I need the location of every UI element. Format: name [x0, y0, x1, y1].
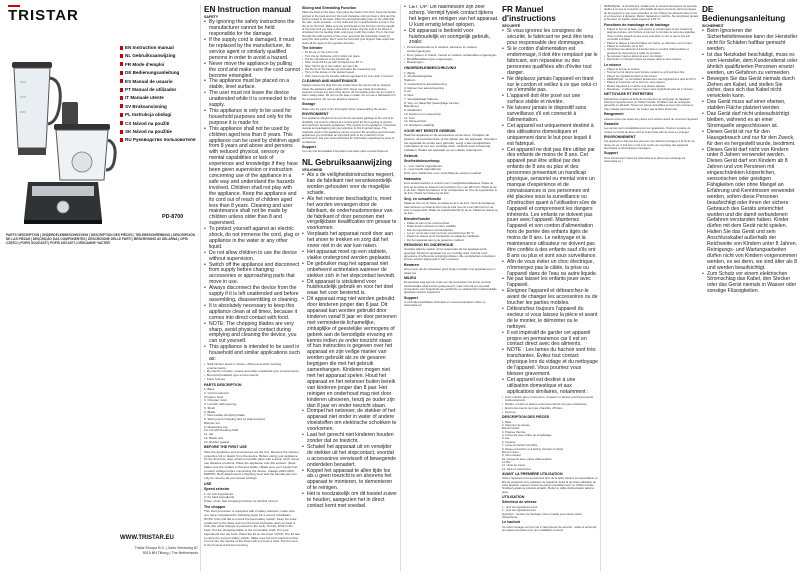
fr-storage-text: Assurez-vous que toutes les pièces sont sèches avant de remonter l'appareil.: [604, 117, 699, 121]
brand-logo: TRISTAR: [8, 7, 79, 24]
blender-step: • Note: Never use the blender without ingredients for more than 2 minutes.: [305, 75, 397, 78]
speed-item: Puls: kort, hakfunctie voor verschillende soorten voedsel: [404, 171, 482, 176]
safety-item: • Si le cordon d'alimentation est endommagé, il doit être remplacé par le fabricant, son réparateur ou des personnes qualifiées afin d'éviter tout danger.: [507, 47, 598, 77]
language-item: EN Instruction manual: [120, 44, 198, 52]
safety-item: • Als u de veiligheidsinstructies negeert, kan de fabrikant niet verantwoordelijk worden gehouden voor de mogelijke schade.: [307, 173, 397, 197]
nl-usage-list: [404, 46, 499, 65]
part-item: 6. Mes: [404, 93, 414, 97]
slicing-step: • Placez le couvercle sur le bol.: [607, 45, 699, 48]
safety-item: • Il est impératif de garder cet appareil propre en permanence car il est en contact direct avec des aliments.: [507, 331, 598, 349]
part-item: 5. Axe: [502, 437, 510, 441]
safety-item: • Cet appareil est uniquement destiné à des utilisations domestiques et uniquement dans le but pour lequel il est fabriqué.: [507, 124, 598, 148]
model-number: PD-8700: [162, 214, 184, 220]
part-item: 10. Couvercle avec entrée d'alimentation: [502, 457, 552, 461]
part-item: 1. Basis: [404, 70, 416, 75]
part-item: Blender set: [204, 420, 220, 425]
en-speed-heading: Speed selector: [204, 487, 230, 492]
fr-safety-list: [502, 29, 598, 395]
safety-item: • This appliance is intended to be used in household and similar applications such as:: [209, 345, 300, 363]
en-safety-heading: SAFETY: [204, 15, 219, 19]
safety-item: • Dit apparaat mag niet worden gebruikt door kinderen jonger dan 8 jaar. Dit apparaat kan worden gebruikt door kinderen vanaf 8 jaar en door personen met verminderde lichamelijke, zintuiglijke of geestelijke vermogens of gebrek aan de benodigde ervaring en kennis indien ze onder toezicht staan of hun instructies is gegeven over het apparaat en zijn veilige manier van worden gebruikt als ze de gevaren begrijpen die met het gebruik samenhangen. Kinderen mogen niet met het apparaat spelen. Houd het apparaat en het netsnoer buiten bereik van kinderen jonger dan 8 jaar. Het reinigen en onderhoud mag niet door kinderen uitvoeren, tenzij ze ouder zijn dan 8 jaar en onder toezicht staan.: [307, 297, 397, 409]
part-item: 8. Slicing and chopping disc (2 side function): [204, 417, 266, 422]
en-speed-list: [204, 493, 300, 504]
part-item: Bol du mixeur: [502, 450, 519, 454]
safety-item: • If the supply cord is damaged, it must be replaced by the manufacturer, its service agent or similarly qualified persons in order to avoid a hazard.: [209, 38, 300, 62]
safety-item: • Laat het gerecht niet kinderen houden zonder dat ze toezicht.: [307, 433, 397, 445]
nl-title-text: Gebruiksaanwijzing: [315, 157, 392, 167]
parts-description-codes: PARTS DESCRIPTION | ONDERDELENBESCHRIJVING | DESCRIPTION DES PIÈCES | TEILEBESCHREIBUNG | DESCRIPCIÓN DE LAS PIEZAS | DESCRIÇÃO DAS COMPONENTES | DESCRIZIONE DELLE PARTI | BESKRIVNING AV DELARNA | OPIS CZĘŚCI | POPIS SOUČÁSTÍ | POPIS SÚČASTÍ | ОПИСАНИЕ ЧАСТЕЙ: [6, 233, 195, 246]
safety-item: • Si vous ignorez les consignes de sécurité, le fabricant ne peut être tenu pour responsable des dommages.: [507, 29, 598, 47]
en-clean-text: Always remove the plug from the socket when the device will be cleaned. Clean the appliance with a damp cloth. Never use harsh and abrasive cleaners to clean any part of the device. All removable parts can be rinsed in warm soapy water. Do not put the base in water. Do not use a dishwasher for the accessories. Do not use abrasive cleaners.: [302, 84, 396, 101]
safety-item: • Dieses Gerät darf nicht von Kindern unter 8 Jahren verwendet werden. Dieses Gerät darf von Kindern ab 8 Jahren und von Personen mit eingeschränkten körperlichen, sensorischen oder geistigen Fähigkeiten oder ohne Mangel an Erfahrung und Kenntnissen verwendet werden, sofern diese Personen beaufsichtigt oder ihnen der sichere Gebrauch des Geräts unterrichtet wurden und die damit verbundenen Gefahren verstanden haben. Kinder dürfen mit dem Gerät nicht spielen. Halten Sie das Gerät und sein Anschlusskabel außerhalb der Reichweite von Kindern unter 8 Jahren. Reinigungs- und Wartungsarbeiten dürfen nicht von Kindern vorgenommen werden, es sei denn, sie sind älter als 8 und werden beaufsichtigt.: [707, 148, 798, 272]
language-item: SK Návod na použitie: [120, 128, 198, 136]
safety-item: • Ne pas laisser les enfants jouer avec l'appareil.: [507, 277, 598, 289]
fr-blender-list: [604, 68, 699, 91]
safety-item: • The user must not leave the device unattended while it is connected to the supply.: [209, 91, 300, 109]
de-lang-code: DE: [702, 5, 714, 14]
nl-clean-text: Verwijder altijd de stekker uit het stopcontact als het apparaat wordt gereinigd. Reinig het apparaat met een vochtige doek. Gebruik nooit agressieve of schurende reinigingsmiddelen. Alle verwijderbare onderdelen kunnen worden afgespoeld in warm zeepsop.: [404, 248, 496, 262]
nl-safety-list: [302, 173, 397, 510]
safety-item: • NOTE: The chopping blades are very sharp, avoid physical contact during emptying and cleaning the device, you can cut yourself.: [209, 322, 300, 346]
part-item: Bol du hachoir: [502, 427, 520, 431]
safety-item: • Éteignez l'appareil et débranchez-le avant de changer les accessoires ou de toucher les parties mobiles.: [507, 289, 598, 307]
en-usage-list: [204, 363, 300, 382]
usage-item: • Staff kitchen areas in shops, offices and other working environments;: [207, 363, 300, 371]
nl-blender-list: [404, 222, 499, 242]
fr-safety-heading: SÉCURITÉ: [502, 24, 521, 28]
fr-env-text: Cet appareil ne doit pas être jeté avec les déchets ménagers à la fin de sa durée de vie. Il doit être remis à un centre de recyclage des appareils électriques et électroniques ménagers.: [604, 140, 695, 151]
usage-item: • Boerderijen.: [407, 61, 499, 65]
nl-title: [302, 158, 397, 167]
fr-parts-list: [502, 421, 598, 471]
blender-step: • Put the lid on the blender jar and place the measuring cup.: [305, 68, 397, 71]
en-slicing-text: Place the bowl on the base, then place the shaft in the bowl. Keep the handle pointed to the back and turn the bowl clockwise until you hear a click and the bowl is locked to the base. Place the slicing/shredding disc on the shaft with the side - knife upwards - on the shaft and turn it anticlockwise to lock it. Put the lid on the bowl. Make sure the arrowhead on the lid turns into the handle of the bowl until you hear a click and is locked. Put the food to be sliced or shredded into the feeding shaft, and press it with the pusher. Put in the food through the refill opening of the cover, and push the food down slowly by using the food pusher. Don't push the food with your fingers! Take apart and clean all the steps in the opposite direction.: [302, 11, 397, 45]
safety-item: • Bewegen Sie das Gerät niemals durch Ziehen am Kabel, und stellen Sie sicher, dass sich das Kabel nicht verwickeln kann.: [707, 77, 798, 101]
usage-item: • Bed&Breakfast-type omgevingen;: [407, 58, 499, 62]
safety-item: • Koppel het apparaat te allen tijde los als u geen toezicht is en alvorens het apparaat te monteren, te demonteren of te reinigen.: [307, 469, 397, 493]
en-parts-list: [204, 388, 300, 444]
fr-slicing-heading: Fonctions de tranchage et de hachage: [604, 22, 670, 27]
speed-item: 1 : pour les ingrédients mous: [502, 505, 538, 509]
safety-item: • Zum Schutz vor einem elektrischen Stromschlag das Kabel, den Stecker oder das Gerät niemals in Wasser oder sonstige Flüssigkeiten.: [707, 272, 798, 296]
part-item: 1. Base: [502, 420, 512, 424]
speed-item: Impulsion : fonction de hachage court et rapide pour toutes sortes d'ingrédients: [502, 512, 582, 519]
safety-item: • Verplaats het apparaat nooit door aan het snoer te trekken en zorg dat het snoer niet in de war kan raken.: [307, 232, 397, 250]
en-clean-heading: CLEANING AND MAINTENANCE: [302, 79, 357, 83]
en-support-text: You can find all available information and spare parts at www.tristar.eu!: [302, 150, 389, 154]
fr-clean-text: Débranchez toujours la fiche de la prise lors du nettoyage de l'appareil. Nettoyez l'appareil avec un chiffon humide. N'utilisez pas de nettoyants agressifs ou abrasifs. Toutes les pièces amovibles peuvent être rincées à l'eau chaude savonneuse. Ne mettez pas la base dans l'eau.: [604, 97, 693, 111]
safety-item: • Als het netsnoer beschadigd is, moet het worden vervangen door de fabrikant, de onderhoudsmonteur van de fabrikant of door personen met vergelijkbare kwalificaties om gevaar te voorkomen.: [307, 197, 397, 232]
blender-step: • Tournez le bol dans le sens horaire jusqu'à ce qu'il soit bien fixé.: [607, 71, 699, 74]
english-manual-page: [200, 0, 400, 575]
fr-guarantee-text: Les termes sont consultables pour les réparations. Tournez la partie du moteur ou l'unité de lame sous le l'eau froide afin de vous en protéger.: [604, 127, 691, 134]
blender-step: • Remarque : n'utilisez pas le mixeur sans ingrédients plus de 2 minutes.: [607, 88, 699, 91]
en-title-text: Instruction manual: [217, 5, 291, 14]
en-first-use-heading: BEFORE THE FIRST USE: [204, 445, 247, 450]
en-first-use-text: Take the appliance and accessories out the box. Remove the stickers, protective foil or plastic from the device. Before using your appliance for the first time, wipe off all removable parts with a damp cloth. Never use abrasive products. Place the appliance onto the surface. (Note: Make sure the surface is flat and stable.) Make sure your supply has a mains voltage before connecting the device. Voltage 220V-240V, 50/60Hz. Both attachments (chopping bowl and the blender jar) can only be used to all your speed settings.: [204, 449, 300, 481]
de-title-text: Bedienungsanleitung: [702, 14, 786, 23]
fr-speed-list: [502, 506, 598, 519]
nl-speed-list: [404, 165, 499, 176]
fr-column-cont: [604, 5, 699, 571]
slicing-step: • Introduisez les aliments à trancher dans le conduit d'alimentation et poussez-les doucement à l'aide du poussoir.: [607, 48, 699, 55]
part-item: 7. Verwijderbaar hakmes: [404, 96, 439, 101]
en-lang-code: EN: [204, 5, 216, 14]
de-safety-heading: SICHERHEIT: [702, 24, 724, 28]
slicing-step: • Ne poussez pas les aliments avec vos doigts !: [607, 55, 699, 58]
part-item: Hakkom: [404, 78, 416, 82]
usage-item: • By clients in hotels, motels and other residential type environments;: [207, 370, 300, 374]
safety-item: • Cet appareil est destiné à une utilisation domestique et aux applications similaires, notamment :: [507, 378, 598, 396]
nl-first-use-heading: VOOR HET EERSTE GEBRUIK: [404, 128, 456, 133]
fr-chopper-note: REMARQUE : le bol doit être installé pour le second interrupteur de sécurité. Veillez à ce que le couvercle soit installé de façon à tourner dans la poignée du bol jusqu'à ce que vous entendiez un clic. Placez les aliments dans le bol et commencez à préparer. Mettez l'appareil en marche. Ne remplissez jamais le bol avec un liquide chaud supérieur à 80 °C.: [604, 5, 699, 22]
fr-env-heading: ENVIRONNEMENT: [604, 135, 636, 139]
part-item: 3. Poignée d'entrée: [502, 430, 526, 434]
part-item: 4. Couvercle avec orifice de remplissage: [502, 434, 552, 438]
nl-parts-list: [404, 72, 499, 128]
fr-chopper-heading: Le hachoir: [502, 520, 521, 525]
fr-title: [502, 5, 598, 23]
dutch-manual-page: [400, 0, 600, 575]
safety-item: • This appliance shall not be used by children aged less than 8 years. This appliance can be used by children aged from 8 years and above and persons with reduced physical, sensory or mental capabilities or lack of experience and knowledge if they have been given supervision or instruction concerning use of the appliance in a safe way and understand the hazards involved. Children shall not play with the appliance. Keep the appliance and its cord out of reach of children aged less than 8 years. Cleaning and user maintenance shall not be made by children unless older than 8 and supervised.: [209, 127, 300, 227]
nl-column: [404, 5, 499, 571]
safety-item: • Never move the appliance by pulling the cord and make sure the cord cannot become entangled.: [209, 62, 300, 80]
fr-lang-code: FR: [502, 5, 513, 14]
part-item: 4. Lid with refill opening: [204, 402, 237, 407]
usage-item: • Hôtels, motels et autres environnements de type résidentiel ;: [505, 403, 598, 407]
speed-item: 2 : pour les ingrédients durs: [502, 509, 536, 513]
speed-item: 1: for soft ingredients: [204, 491, 233, 496]
fr-first-use-heading: AVANT LA PREMIÈRE UTILISATION: [502, 471, 563, 476]
part-item: 5. As: [404, 89, 411, 94]
part-item: 3. Gedeelteloze aanvulopening: [404, 81, 447, 86]
blender-step: • Let op: vul de kan nooit met hete vloeistof boven 80 °C.: [407, 232, 499, 235]
blender-step: • REMARQUE : ne remplissez jamais avec des ingrédients à plus de 80°C.: [607, 78, 699, 81]
safety-item: • To protect yourself against an electric shock, do not immerse the cord, plug or appliance in the water or any other liquid.: [209, 227, 300, 251]
usage-item: • Farm houses.: [207, 378, 300, 382]
safety-item: • De gebruiker mag het apparaat niet onbeheerd achterlaten wanneer de stekker zich in het stopcontact bevindt.: [307, 262, 397, 280]
speed-item: 1 - voor zachte ingrediënten: [404, 163, 443, 168]
speed-item: 2 - voor harde ingrediënten: [404, 167, 442, 172]
usage-item: • Coin cuisine des commerces, bureaux et autres environnements professionnels ;: [505, 396, 598, 404]
fr-column: [502, 5, 598, 571]
blender-step: • Turn on the device on the desired speed.: [305, 71, 397, 74]
company-address: [128, 546, 198, 556]
en-column-2: [302, 5, 397, 571]
blender-step: • Note: Never fill the jar with hot liquid over 80 °C.: [305, 61, 397, 64]
nl-parts-heading: ONDERDELENBESCHRIJVING: [404, 66, 457, 71]
fr-blender-heading: Le mixeur: [604, 62, 621, 67]
fr-support-heading: Support: [604, 151, 618, 156]
en-chopper-text: This food processor is equipped with 2 safety switches; make sure you have completed the following steps for a correct installation. NOTE: First fold flat to unlock the feed safety switch. Keep the bowl positioned to the base and turn the bowl clockwise until you hear a click (the white triangle is pointed to the lock). Put the shaft in the bowl. Put the chopping blade or the removable shaft. Put your ingredients into the bowl. Place the lid on the bowl. NOTE: The lid has to close the second safety switch. Make sure the lid is placed so that it turns into the handle of the bowl until you hear a click. Put the food in the bowl and start processing.: [204, 509, 300, 547]
language-item: CS Návod na použití: [120, 120, 198, 128]
nl-blender-heading: Blender/functie: [404, 216, 431, 221]
part-item: 2. Snelheidsregelaar: [404, 74, 433, 79]
fr-first-use-text: Sortez l'appareil et les accessoires hors de la boîte. Retirez les autocollants, le film de protection ou le plastique de l'appareil. Avant la première utilisation de votre appareil, essuyez toutes les pièces amovibles avec un chiffon humide. N'utilisez jamais de produits abrasifs. Mettez le câble d'alimentation dans la prise.: [502, 477, 598, 494]
nl-chopper-text: Deze keukenmachine is voorzien van 2 veiligheidsschakelaars. Plaats de kom op de basis en draai de kom rechtsom tot u een klik hoort. Plaats de as in de kom. Plaats het hakmes of de verwijderbare as. Doe de ingrediënten in de kom. Plaats het deksel op de kom.: [404, 182, 498, 196]
part-item: 11. Bol: [502, 460, 511, 464]
part-item: 9. Maatbeker: [404, 108, 423, 112]
blender-step: • Plaats het deksel op de blenderkan en plaats de maatbeker.: [407, 235, 499, 238]
language-item: PT Manual de utilizador: [120, 86, 198, 94]
safety-item: • This appliance is only to be used for household purposes and only for the purpose it is made for.: [209, 109, 300, 127]
nl-env-text: Dit apparaat mag aan het einde van zijn levensduur niet bij het normale huishoudelijke afval worden gedeponeerd, maar moet bij een speciaal inzamelpunt voor hergebruik van elektrische en elektronische huishoudelijke apparaten worden ingeleverd.: [404, 281, 497, 295]
part-item: 2. Control selector: [204, 390, 230, 395]
part-item: 3. Chopper bowl: [204, 398, 227, 403]
nl-storage-heading: Bewaren: [404, 262, 419, 267]
safety-item: • Débranchez toujours l'appareil du secteur si vous laissez la pièce et avant de le monter, le démonter ou le nettoyer.: [507, 307, 598, 331]
safety-item: • Schakel het apparaat uit en verwijder de stekker uit het stopcontact, voordat u accessoires verwisselt of bewegende onderdelen benadert.: [307, 445, 397, 469]
en-safety-list: [204, 20, 300, 363]
safety-item: • Always disconnect the device from the supply if it is left unattended and before assembling, disassembling or cleaning.: [209, 286, 300, 304]
blender-step: • Zet het apparaat aan op de gewenste snelheid.: [407, 239, 499, 242]
safety-item: • Dit apparaat is uitsluitend voor huishoudelijk gebruik en voor het doel waar het voor bestemd is.: [307, 280, 397, 298]
safety-item: • NOTE : Les lames du hachoir sont très tranchantes. Évitez tout contact physique lors du vidage et du nettoyage de l'appareil. Vous pourriez vous blesser gravement.: [507, 348, 598, 378]
de-title: [702, 5, 798, 23]
usage-item: • Environnements de type chambre d'hôtes ;: [505, 407, 598, 411]
language-item: RU Руководство пользователя: [120, 136, 198, 144]
part-item: 7. Lame du hachoir amovible: [502, 444, 538, 448]
nl-lang-code: NL: [302, 157, 313, 167]
safety-item: • LET OP: De hakmessen zijn zeer scherp. Vermijd fysiek contact tijdens het legen en reinigen van het apparaat. U kunt ernstig letsel oplopen.: [409, 5, 499, 29]
safety-item: • It is absolutely necessary to keep this appliance clean at all times, because it comes into direct contact with food.: [209, 304, 300, 322]
en-column-1: [204, 5, 300, 571]
safety-item: • L'appareil doit être posé sur une surface stable et nivelée.: [507, 94, 598, 106]
slicing-step: • Démontez et nettoyez toutes les étapes dans le sens inverse.: [607, 58, 699, 61]
french-german-manual-page: [600, 0, 802, 575]
blender-step: • Plaats de kan op de motoreenheid.: [407, 222, 499, 225]
website: WWW.TRISTAR.EU: [120, 535, 174, 541]
safety-item: • Dieses Gerät ist nur für den Hausgebrauch und nur für den Zweck, für den es hergestellt wurde, bestimmt.: [707, 130, 798, 148]
address-line: 5015 BH Tilburg | The Netherlands: [142, 550, 198, 555]
slicing-step: • Placez le bol sur la base, puis placez le conduit dans le bol. Gardez la poignée pointée vers l'arrière et tournez le bol dans le sens des aiguilles d'une montre jusqu'à ce que vous entendiez un clic et que le bol soit verrouillé à la base.: [607, 28, 699, 41]
en-use-heading: USE: [204, 481, 212, 486]
nl-safety-list-cont: [404, 5, 499, 46]
en-storage-text: Make sure the parts to dry thoroughly before reassembling the device.: [302, 107, 388, 111]
part-item: 8. Disque à trancher et à hacher (fonction 2 côtés): [502, 447, 564, 451]
fr-speed-heading: Sélecteur de vitesse: [502, 500, 537, 505]
fr-storage-heading: Rangement: [604, 112, 624, 117]
fr-usage-list: [502, 396, 598, 415]
safety-item: • Dompel het netsnoer, de stekker of het apparaat niet onder in water of andere vloeistoffen om elektrische schokken te voorkomen.: [307, 409, 397, 433]
language-item: IT Manuale utente: [120, 94, 198, 102]
usage-item: • Bed and breakfast type environments;: [207, 374, 300, 378]
fr-clean-heading: NETTOYAGE ET ENTRETIEN: [604, 92, 653, 97]
language-item: PL Instrukcja obsługi: [120, 111, 198, 119]
en-chopper-heading: The chopper: [204, 504, 226, 509]
slicing-step: • Placez le disque à trancher/râper sur l'arbre, le côté lame vers le haut.: [607, 42, 699, 45]
safety-item: • Het apparaat moet op een stabiele, vlakke ondergrond worden geplaatst.: [307, 250, 397, 262]
nl-env-heading: MILIEU: [404, 275, 417, 280]
part-item: 10. Deksel met vulopening: [404, 111, 441, 116]
de-column: [702, 5, 798, 571]
language-item: FR Mode d'emploi: [120, 61, 198, 69]
safety-item: • Het is noodzakelijk om dit toestel zuiver te houden, aangezien het in direct contact komt met voedsel.: [307, 492, 397, 510]
blender-step: • Placez le bol sur le moteur.: [607, 68, 699, 71]
speed-item: 2: for hard ingredients: [204, 495, 235, 500]
safety-item: • Dit apparaat is bedoeld voor huishoudelijk en soortgelijk gebruik, zoals:: [409, 29, 499, 47]
part-item: 1. Base: [204, 387, 215, 392]
blender-step: • Draai de kan rechtsom tot deze vastklikt.: [407, 225, 499, 228]
safety-item: • By ignoring the safety instructions the manufacturer cannot be held responsible for the damage.: [209, 20, 300, 38]
language-index: [120, 44, 198, 145]
blender-step: • Turn the jar clockwise until it clicks into place.: [305, 55, 397, 58]
part-item: 11. Kan: [404, 115, 415, 120]
part-item: 10. Lid with feeding shaft: [204, 428, 239, 433]
part-item: 13. Joint en caoutchouc: [502, 467, 532, 471]
nl-support-heading: Support: [404, 295, 418, 300]
nl-safety-heading: VEILIGHEID: [302, 167, 323, 172]
safety-item: • Ist das Netzkabel beschädigt, muss es vom Hersteller, dem Kundendienst oder ähnlich qualifizierten Personen ersetzt werden, um Gefahren zu vermeiden.: [707, 53, 798, 77]
en-env-heading: ENVIRONMENT: [302, 111, 329, 116]
part-item: Blenderset: [404, 104, 419, 109]
en-support-heading: Support: [302, 145, 316, 150]
part-item: 12. Unité de coupe: [502, 464, 526, 468]
part-item: 2. Sélecteur de vitesse: [502, 424, 530, 428]
en-blender-heading: The blender: [302, 45, 323, 50]
safety-item: • Do not allow children to use the device without supervision.: [209, 251, 300, 263]
nl-slicing-text: Plaats de kom op de basis, en plaats de as in de kom. Houd de handgreep naar achteren en draai de kom met de klok mee tot u een klik hoort en de kom is vergrendeld. Plaats de snij/schaafschijf op de as. Plaats het deksel op de kom.: [404, 202, 498, 216]
language-item: DE Bedienungsanleitung: [120, 69, 198, 77]
usage-item: • Door gasten in hotels, motels en andere residentiële omgevingen;: [407, 54, 499, 58]
safety-item: • Beim Ignorieren der Sicherheitshinweise kann der Hersteller nicht für Schäden haftbar gemacht werden.: [707, 29, 798, 53]
food-processor-illustration: [6, 52, 118, 230]
part-item: 13. Rubberen pakking: [404, 123, 435, 127]
fr-use-heading: UTILISATION: [502, 495, 525, 500]
speed-item: Pulse: short, fast chopping function for all kind of food: [204, 499, 278, 504]
part-item: 6. Blade: [204, 409, 216, 414]
part-item: 12. Meseenheid: [404, 119, 427, 124]
en-parts-heading: PARTS DESCRIPTION: [204, 382, 242, 387]
nl-chopper-heading: Hakmolen: [404, 176, 422, 181]
part-item: 5. Shaft: [204, 405, 215, 410]
nl-storage-text: Zorg ervoor dat de onderdelen goed drogen voordat u het apparaat weer in elkaar zet.: [404, 268, 496, 275]
safety-item: • Switch off the appliance and disconnect from supply before changing accessories or approaching parts that move in use.: [209, 263, 300, 287]
fr-title-text: Manuel d'instructions: [502, 5, 556, 23]
blender-step: • Placez le couvercle sur le bol et le verre doseur.: [607, 81, 699, 84]
part-item: 13. Rubber gasket: [204, 439, 230, 444]
en-env-text: This appliance should not be put into the domestic garbage at the end of its durability, but must be offered at a central point for the recycling of electric and electronic domestic appliances. This symbol on the appliance, instruction manual and packaging puts your attention to this important issue. The materials used in this appliance can be recycled. By recycling used domestic appliances you contribute an important push to the protection of our environment. Ask your local authorities for information regarding the point of recollection.: [302, 117, 396, 144]
language-item: SV Bruksanvisning: [120, 103, 198, 111]
part-item: 7. Removable chopping blade: [204, 413, 245, 418]
en-title: [204, 5, 300, 14]
de-safety-list: [702, 29, 798, 295]
nl-support-text: U vindt alle beschikbare informatie en reserveonderdelen online op www.tristar.eu!: [404, 301, 486, 308]
blender-step: • Doe de ingrediënten in de blenderkan.: [407, 229, 499, 232]
nl-use-heading: Gebruik: [404, 153, 418, 158]
nl-clean-heading: REINIGING EN ONDERHOUD: [404, 243, 454, 247]
blender-step: • Mettez l'appareil en marche à la vitesse désirée.: [607, 85, 699, 88]
cover-page: [0, 0, 200, 575]
safety-item: • Das Gerät darf nicht unbeaufsichtigt bleiben, während es an einer Stromquelle angeschlossen ist.: [707, 112, 798, 130]
fr-support-text: Vous retrouverez toutes les informations et pièces de rechange sur www.tristar.eu !: [604, 156, 686, 164]
part-item: Chopper bowl: [204, 394, 224, 399]
en-slicing-heading: Slicing and Shredding Function: [302, 6, 357, 10]
fr-parts-heading: DESCRIPTION DES PIÈCES: [502, 415, 550, 420]
part-item: 9. Measuring cup: [204, 424, 228, 429]
safety-item: • The appliance must be placed on a stable, level surface.: [209, 79, 300, 91]
address-line: Tristar Europe B.V. | Jules Verneweg 87: [134, 546, 198, 550]
safety-item: • Afin de vous éviter un choc électrique, n'immergez pas le câble, la prise ou l'appareil dans de l'eau ou autre liquide.: [507, 260, 598, 278]
part-item: 8. Snij- en hakschijf (tweezijdige functie): [404, 100, 460, 105]
blender-step: • Note: Fill the jar to the marker; jar max 1.5L.: [305, 65, 397, 68]
safety-item: • Ne laissez jamais le dispositif sans surveillance s'il est connecté à l'alimentation.: [507, 106, 598, 124]
part-item: 6. Couteau: [502, 440, 516, 444]
part-item: 9. Verre doseur: [502, 454, 521, 458]
safety-item: • Cet appareil ne doit pas être utilisé par des enfants de moins de 8 ans. Cet appareil peut être utilisé par des enfants de 8 ans ou plus et des personnes présentant un handicap physique, sensoriel ou mental voire un manque d'expérience et de connaissances si ces personnes ont été placées sous la surveillance ou d'instruction quant à l'utilisation sûre de l'appareil et comprennent les dangers inhérents. Les enfants ne doivent pas jouer avec l'appareil. Maintenez l'appareil et son cordon d'alimentation hors de portée des enfants âgés de moins de 8 ans. Le nettoyage et la maintenance utilisateur ne doivent pas être confiés à des enfants sauf s'ils ont 8 ans ou plus et sont sous surveillance.: [507, 148, 598, 260]
blender-step: • Placez les ingrédients dans le bol mixeur.: [607, 75, 699, 78]
fr-chopper-text: Ce robot ménager est muni de 2 interrupteurs de sécurité ; veillez à accomplir les étapes suivantes pour une installation correcte.: [502, 525, 597, 532]
part-item: 11. Jar: [204, 432, 214, 437]
part-item: 4. Deksel met aanvulopening: [404, 85, 444, 90]
fr-guarantee-heading: Garantie: [604, 121, 619, 126]
language-item: ES Manual de usuario: [120, 78, 198, 86]
nl-first-use-text: Haal het apparaat en de accessoires uit de doos. Verwijder de stickers, de beschermfolie of het plastic van het apparaat. Voordat u het apparaat de eerste keer gebruikt, veegt u alle verwijderbare onderdelen af met een vochtige doek. Gebruik nooit schurende middelen. Plaats het apparaat op een vlakke ondergrond.: [404, 133, 498, 153]
en-blender-list: [302, 51, 397, 78]
usage-item: • Fermes.: [505, 411, 598, 415]
part-item: 12. Blade unit: [204, 435, 223, 440]
language-item: NL Gebruiksaanwijzing: [120, 52, 198, 60]
safety-item: • Das Gerät muss auf einer ebenen, stabilen Fläche platziert werden.: [707, 100, 798, 112]
usage-item: • Personeelskeukens in winkels, kantoren en andere werkomgevingen;: [407, 46, 499, 54]
blender-step: • Put the ingredients in the blender jar.: [305, 58, 397, 61]
fr-slicing-list: [604, 28, 699, 61]
blender-step: • Fit the jar on the motor unit.: [305, 51, 397, 54]
nl-speed-heading: Snelheidskeuzeknop: [404, 159, 440, 164]
nl-slicing-heading: Snij- en schaaffunctie: [404, 196, 442, 201]
en-storage-heading: Storage: [302, 102, 316, 107]
safety-item: • Ne déplacez jamais l'appareil en tirant sur le cordon et veillez à ce que celui-ci ne s'emmêle pas.: [507, 77, 598, 95]
